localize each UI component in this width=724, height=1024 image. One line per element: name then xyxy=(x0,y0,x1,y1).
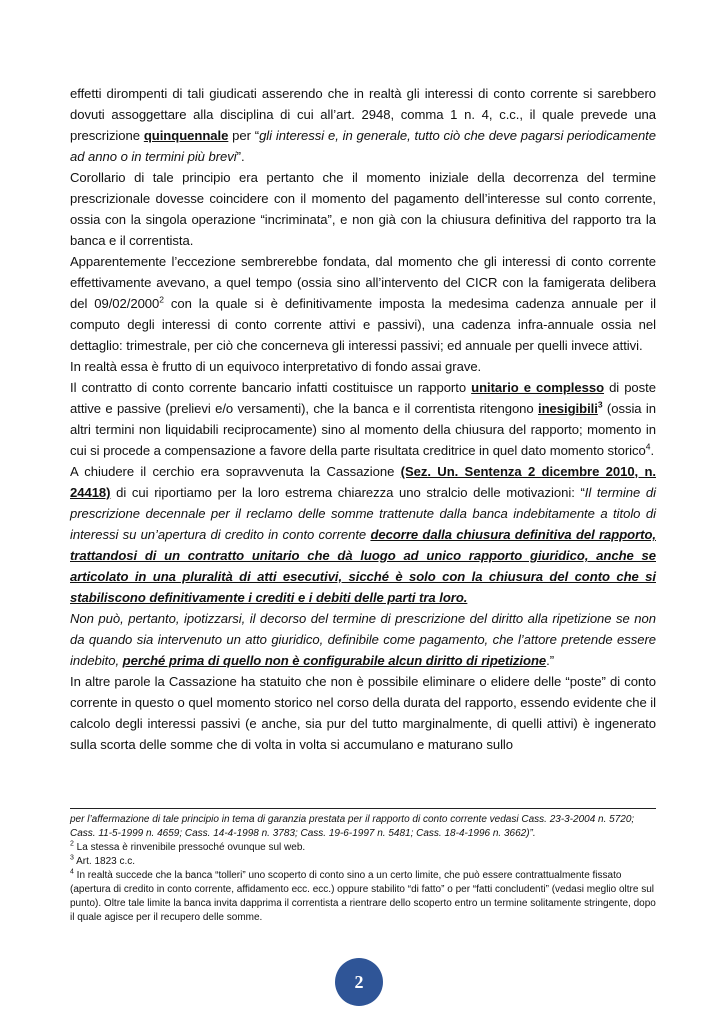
quoted-emphasis: decorre dalla chiusura definitiva del rapporto, trattandosi di un contratto unitario che dà luogo ad unico rapporto giuridico, anche se articolato in una pluralità di atti esecutivi, sicché è solo con la chiusura del conto che si stabiliscono definitivamente i crediti e i debiti delle parti tra loro. xyxy=(70,527,656,605)
quoted-text: Il termine di prescrizione decennale per il reclamo delle somme trattenute dalla banca indebitamente a titolo di interessi su un’apertura di credito in conto corrente xyxy=(70,485,656,542)
footnote-separator xyxy=(70,808,656,809)
footnote-4 xyxy=(70,869,656,925)
footnote-number: 4 xyxy=(70,868,74,876)
text-run: ”. xyxy=(236,149,245,164)
paragraph-3 xyxy=(70,251,656,356)
paragraph-2: Corollario di tale principio era pertanto che il momento iniziale della decorrenza del termine prescrizionale dovesse coincidere con il momento del pagamento dell’interesse sul conto corrente, ossia con la singola operazione “incriminata”, e non già con la chiusura definitiva del rapporto tra la banca e il correntista. xyxy=(70,170,656,248)
paragraph-6 xyxy=(70,461,656,608)
body-text xyxy=(70,83,656,755)
text-run: effetti dirompenti di tali giudicati asserendo che in realtà gli interessi di conto corrente si sarebbero dovuti assoggettare alla disciplina di cui all’art. 2948, comma 1 n. 4, c.c., il quale prevede una prescrizione xyxy=(70,86,656,143)
paragraph-7 xyxy=(70,608,656,671)
footnotes xyxy=(70,813,656,925)
citation-cassazione: (Sez. Un. Sentenza 2 dicembre 2010, n. 24418) xyxy=(70,464,656,500)
quoted-text: Non può, pertanto, ipotizzarsi, il decorso del termine di prescrizione del diritto alla ripetizione se non da quando sia intervenuto un atto giuridico, definibile come pagamento, che l’attore pretende essere indebito, xyxy=(70,611,656,668)
emphasis-quinquennale: quinquennale xyxy=(143,128,229,143)
paragraph-4: In realtà essa è frutto di un equivoco interpretativo di fondo assai grave. xyxy=(70,359,482,374)
paragraph-5 xyxy=(70,377,656,461)
text-run: di cui riportiamo per la loro estrema chiarezza uno stralcio delle motivazioni: “ xyxy=(110,485,585,500)
footnote-2 xyxy=(70,841,656,855)
quoted-text: gli interessi e, in generale, tutto ciò che deve pagarsi periodicamente ad anno o in termini più brevi xyxy=(70,128,656,164)
text-run: (ossia in altri termini non liquidabili reciprocamente) sino al momento della chiusura del rapporto; momento in cui si procede a compensazione a favore della parte risultata creditrice in quel dato momento storico xyxy=(70,401,656,458)
footnote-ref-3: 3 xyxy=(597,399,603,410)
page-number: 2 xyxy=(354,971,364,992)
text-run: con la quale si è definitivamente imposta la medesima cadenza annuale per il computo degli interessi di conto corrente attivi e passivi), una cadenza infra-annuale ossia nel dettaglio: trimestrale, per ciò che concerneva gli interessi passivi; ed annuale per quelli invece attivi. xyxy=(70,296,656,353)
text-run: A chiudere il cerchio era sopravvenuta la Cassazione xyxy=(70,464,401,479)
text-run: per “ xyxy=(228,128,260,143)
paragraph-8: In altre parole la Cassazione ha statuito che non è possibile eliminare o elidere delle “poste” di conto corrente in questo o quel momento storico nel corso della durata del rapporto, essendo evidente che il calcolo degli interessi passivi (e anche, sia pur del tutto marginalmente, di quelli attivi) è ingenerato sulla scorta delle somme che di volta in volta si accumulano e maturano sullo xyxy=(70,674,656,752)
text-run: Il contratto di conto corrente bancario infatti costituisce un rapporto xyxy=(70,380,472,395)
emphasis-unitario: unitario e complesso xyxy=(471,380,605,395)
footnote-continuation: per l’affermazione di tale principio in tema di garanzia prestata per il rapporto di conto corrente vedasi Cass. 23-3-2004 n. 5720; Cass. 11-5-1999 n. 4659; Cass. 14-4-1998 n. 3783; Cass. 19-6-1997 n. 5481; Cass. 18-4-1996 n. 3662)”. xyxy=(70,814,635,839)
footnote-number: 2 xyxy=(70,840,74,848)
footnote-text: Art. 1823 c.c. xyxy=(73,856,136,867)
footnote-text: La stessa è rinvenibile pressoché ovunque sul web. xyxy=(73,842,306,853)
emphasis-inesigibili: inesigibili xyxy=(538,401,598,416)
footnote-text: In realtà succede che la banca “tolleri” uno scoperto di conto sino a un certo limite, che può essere contrattualmente fissato (apertura di credito in conto corrente, affidamento ecc. ecc.) oppure stabilito “di fatto” o per “fatti concludenti” (vedasi meglio oltre sul punto). Oltre tale limite la banca invita dapprima il correntista a rientrare dello scoperto entro un termine solitamente stringente, dopo il quale agisce per il recupero delle somme. xyxy=(70,870,656,923)
quoted-emphasis: perché prima di quello non è configurabile alcun diritto di ripetizione xyxy=(122,653,547,668)
text-run: .” xyxy=(546,653,555,668)
page-number-badge xyxy=(335,958,383,1006)
footnote-ref-4: 4 xyxy=(645,441,651,452)
text-run: di poste attive e passive (prelievi e/o versamenti), che la banca e il correntista ritengono xyxy=(70,380,656,416)
footnote-ref-2: 2 xyxy=(159,294,164,305)
footnote-number: 3 xyxy=(70,854,74,862)
text-run: Apparentemente l’eccezione sembrerebbe fondata, dal momento che gli interessi di conto corrente effettivamente avevano, a quel tempo (ossia sino all’intervento del CICR con la famigerata delibera del 09/02/2000 xyxy=(70,254,656,311)
footnote-3 xyxy=(70,855,656,869)
paragraph-1 xyxy=(70,83,656,167)
text-run: . xyxy=(650,443,655,458)
